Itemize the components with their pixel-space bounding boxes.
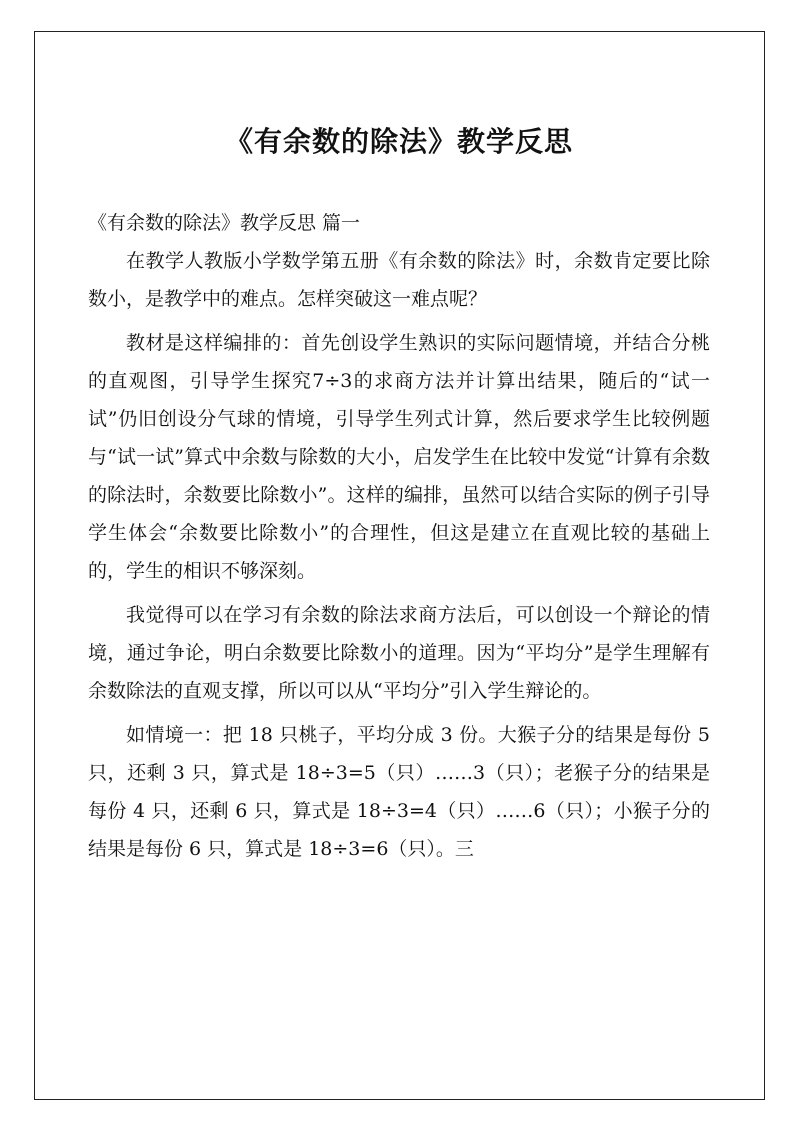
paragraph-scenario: 如情境一：把 18 只桃子，平均分成 3 份。大猴子分的结果是每份 5 只，还剩 3 只，算式是 18÷3=5（只）……3（只）；老猴子分的结果是每份 4 只，还剩 6 只，算式是 18÷3=4（只）……6（只）；小猴子分的结果是每份 6 只，算式是 18÷3=6（只）。三 — [88, 724, 710, 860]
section-heading: 《有余数的除法》教学反思 篇一 — [88, 212, 361, 234]
paragraph-debate: 我觉得可以在学习有余数的除法求商方法后，可以创设一个辩论的情境，通过争论，明白余数要比除数小的道理。因为“平均分”是学生理解有余数除法的直观支撑，所以可以从“平均分”引入学生辩论的。 — [88, 604, 710, 702]
document-body — [88, 118, 710, 868]
paragraph-textbook: 教材是这样编排的：首先创设学生熟识的实际问题情境，并结合分桃的直观图，引导学生探究7÷3的求商方法并计算出结果，随后的“试一试”仍旧创设分气球的情境，引导学生列式计算，然后要求学生比较例题与“试一试”算式中余数与除数的大小，启发学生在比较中发觉“计算有余数的除法时，余数要比除数小”。这样的编排，虽然可以结合实际的例子引导学生体会“余数要比除数小”的合理性，但这是建立在直观比较的基础上的，学生的相识不够深刻。 — [88, 332, 710, 582]
document-title: 《有余数的除法》教学反思 — [224, 125, 573, 158]
paragraph-intro: 在教学人教版小学数学第五册《有余数的除法》时，余数肯定要比除数小，是教学中的难点。怎样突破这一难点呢？ — [88, 250, 710, 310]
